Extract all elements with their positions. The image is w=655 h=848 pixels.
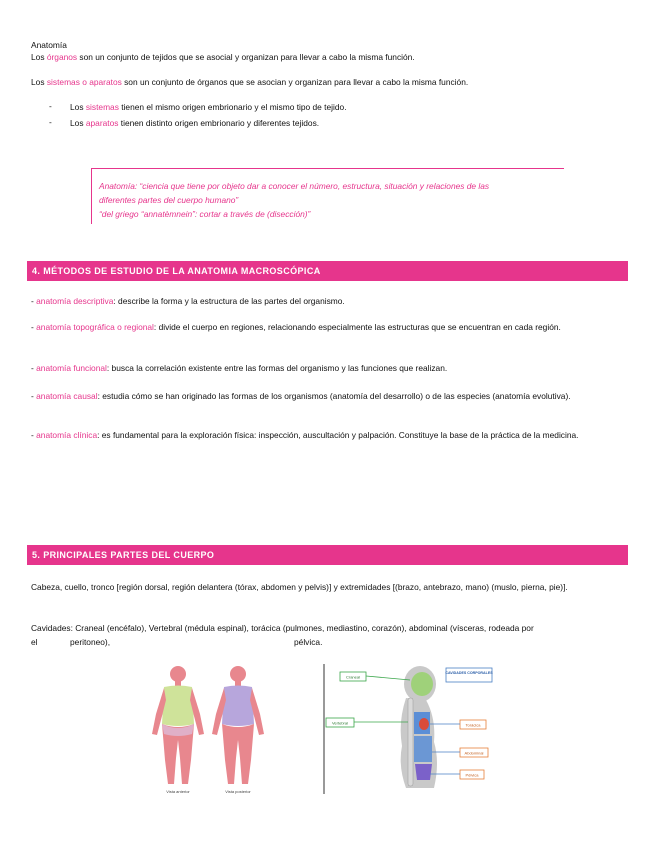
quote-line-1: Anatomía: “ciencia que tiene por objeto dar a conocer el número, estructura, situación y relaciones de las — [99, 181, 490, 191]
text-post: son un conjunto de tejidos que se asocial y organizan para llevar a cabo la misma función. — [77, 52, 415, 62]
quote-line-2: diferentes partes del cuerpo humano” — [99, 195, 239, 205]
method-item-descriptiva — [31, 295, 627, 308]
body-cavities-illustration — [322, 662, 498, 796]
description: : es fundamental para la exploración física: inspección, auscultación y palpación. Constituye la base de la práctica de la medicina. — [97, 430, 579, 440]
method-item-clinica — [31, 429, 627, 442]
posterior-body-figure — [212, 666, 264, 784]
intro-line-organos — [31, 51, 415, 63]
caption-anterior: Vista anterior — [166, 789, 190, 794]
bullet-item-sistemas — [70, 101, 347, 113]
text-pre: Los — [70, 118, 86, 128]
body-parts-paragraph: Cabeza, cuello, tronco [región dorsal, región delantera (tórax, abdomen y pelvis)] y extremidades [(brazo, antebrazo, mano) (muslo, pierna, pie)]. — [31, 582, 568, 592]
description: : describe la forma y la estructura de las partes del organismo. — [113, 296, 345, 306]
body-regions-figure — [144, 662, 272, 796]
cavities-word-el: el — [31, 637, 38, 647]
section-4-heading: 4. MÉTODOS DE ESTUDIO DE LA ANATOMIA MACROSCÓPICA — [27, 261, 628, 281]
text-post: tienen distinto origen embrionario y diferentes tejidos. — [118, 118, 320, 128]
body-cavities-figure — [322, 662, 498, 796]
description: : divide el cuerpo en regiones, relacionando especialmente las estructuras que se encuentran en cada región. — [153, 322, 561, 332]
method-item-funcional — [31, 362, 627, 375]
caption-posterior: Vista posterior — [225, 789, 251, 794]
spine — [408, 698, 413, 786]
method-item-causal — [31, 390, 627, 403]
label-craneal: Craneal — [345, 674, 361, 680]
intro-title: Anatomía — [31, 40, 67, 50]
term: anatomía descriptiva — [36, 296, 114, 306]
section-5-heading: 5. PRINCIPALES PARTES DEL CUERPO — [27, 545, 628, 565]
dash: - — [31, 296, 37, 306]
cavities-title: CAVIDADES CORPORALES — [445, 671, 493, 675]
body-regions-illustration — [144, 662, 272, 796]
quote-line-3: “del griego “annatèmnein”: cortar a través de (disección)” — [99, 209, 311, 219]
text-post: tienen el mismo origen embrionario y el mismo tipo de tejido. — [118, 102, 347, 112]
term: anatomía funcional — [36, 363, 107, 373]
method-item-topografica — [31, 321, 627, 334]
text-post: son un conjunto de órganos que se asocian y organizan para llevar a cabo la misma función. — [121, 77, 469, 87]
pelvic-cavity — [415, 764, 432, 780]
cranial-cavity — [411, 672, 433, 696]
anterior-body-figure — [152, 666, 204, 784]
label-vertebral: Vertebral — [331, 720, 349, 726]
label-toracica: Torácica — [465, 722, 481, 728]
term-aparatos: aparatos — [85, 118, 119, 128]
label-pelvica: Pélvica — [465, 772, 479, 778]
label-abdominal: Abdominal — [464, 750, 484, 756]
bullet-item-aparatos — [70, 117, 319, 129]
dash: - — [31, 322, 37, 332]
description: : busca la correlación existente entre las formas del organismo y las funciones que realizan. — [106, 363, 448, 373]
dash: - — [31, 363, 37, 373]
term-sistemas-aparatos: sistemas o aparatos — [46, 77, 122, 87]
text-pre: Los — [31, 52, 47, 62]
intro-line-sistemas — [31, 76, 468, 88]
term: anatomía topográfica o regional — [36, 322, 154, 332]
term-organos: órganos — [46, 52, 78, 62]
abdominal-cavity — [414, 736, 432, 762]
term: anatomía causal — [36, 391, 98, 401]
term: anatomía clínica — [36, 430, 98, 440]
body-silhouette — [401, 666, 437, 788]
term-sistemas: sistemas — [85, 102, 119, 112]
description: : estudia cómo se han originado las formas de los organismos (anatomía del desarrollo) o de las especies (anatomía evolutiva). — [97, 391, 571, 401]
bullet-mark: - — [49, 117, 52, 127]
cavities-word-pelvica: pélvica. — [294, 637, 323, 647]
bullet-mark: - — [49, 101, 52, 111]
dash: - — [31, 430, 37, 440]
text-pre: Los — [70, 102, 86, 112]
cavities-line-1: Cavidades: Craneal (encéfalo), Vertebral (médula espinal), torácica (pulmones, mediastino, corazón), abdominal (vísceras, rodeada por — [31, 623, 534, 633]
dash: - — [31, 391, 37, 401]
cavities-word-peritoneo: peritoneo), — [70, 637, 111, 647]
text-pre: Los — [31, 77, 47, 87]
